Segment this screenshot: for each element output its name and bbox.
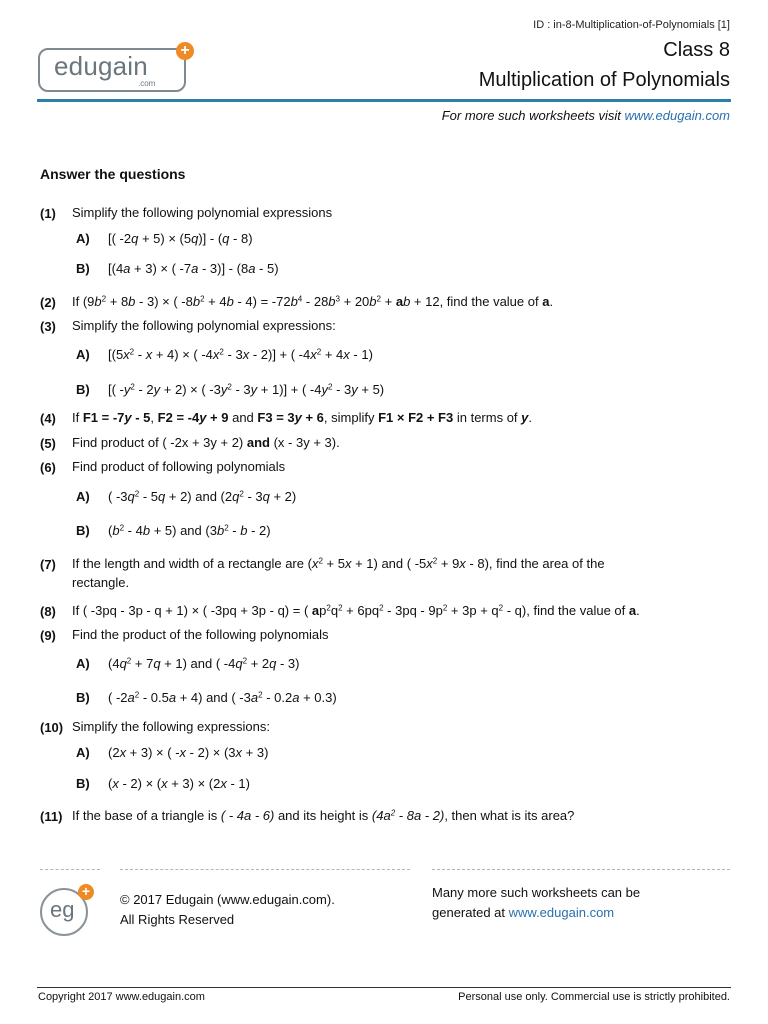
option-expression: [$(5x^2 - x + 4)$ × ( $-4x^2 - 3x - 2$)] + ( $-4x^2 + 4x - 1$) (108, 347, 373, 362)
question-number: (1) (40, 206, 56, 221)
question-number: (6) (40, 460, 56, 475)
option-label: B) (76, 382, 90, 397)
option-label: A) (76, 656, 90, 671)
copyright-line: © 2017 Edugain (www.edugain.com). (120, 892, 335, 907)
edugain-footer-logo (40, 884, 94, 938)
question-text: If ( -3pq - 3p - q + 1) × ( -3pq + 3p - q) = ( $ap^2q^2 + 6pq^2 - 3pq - 9p^2 + 3p + q^2 - q$), find the value of a. (72, 603, 640, 618)
question-text: Simplify the following expressions: (72, 719, 270, 734)
question-number: (7) (40, 557, 56, 572)
option-expression: ( $-3q^2 - 5q + 2$) and $(2q^2 - 3q + 2)$ (108, 489, 297, 504)
logo-eg-text: eg (50, 897, 75, 922)
question-text: If $(9b^2 + 8b - 3)$ × ( $-8b^2 + 4b - 4) = -72b^4 - 28b^3 + 20b^2$ + ab + 12, find the value of a. (72, 294, 554, 309)
more-text-prefix: generated at (432, 905, 509, 920)
question-number: (4) (40, 411, 56, 426)
option-label: A) (76, 231, 90, 246)
question-text: If the base of a triangle is ( - 4a - 6) and its height is $(4a^2 - 8a - 2)$, then what is its area? (72, 808, 575, 823)
more-text: Many more such worksheets can be (432, 885, 641, 900)
page-title: Multiplication of Polynomials (478, 69, 730, 91)
option-label: A) (76, 489, 90, 504)
option-expression: (x - 2) × (x + 3) × (2x - 1) (108, 776, 250, 791)
question-text: Simplify the following polynomial expressions: (72, 318, 336, 333)
question-number: (8) (40, 604, 56, 619)
option-expression: [( -2q + 5) × (5q)] - (q - 8) (108, 231, 253, 246)
rights-line: All Rights Reserved (120, 912, 235, 927)
plus-icon: + (78, 884, 94, 900)
question-number: (3) (40, 319, 56, 334)
footer-divider (40, 869, 100, 870)
option-expression: [(4a + 3) × ( -7a - 3)] - (8a - 5) (108, 261, 279, 276)
option-label: B) (76, 261, 90, 276)
section-heading: Answer the questions (40, 166, 186, 182)
question-number: (2) (40, 295, 56, 310)
header-divider (37, 99, 731, 102)
question-number: (9) (40, 628, 56, 643)
question-number: (11) (40, 809, 63, 824)
option-expression: ( $-2a^2 - 0.5a + 4$) and ( $-3a^2 - 0.2a + 0.3$) (108, 690, 337, 705)
footer-link[interactable]: www.edugain.com (508, 905, 615, 920)
option-expression: $(4q^2 + 7q + 1)$ and ( $-4q^2 + 2q - 3$) (108, 656, 300, 671)
option-label: B) (76, 690, 90, 705)
question-text: Simplify the following polynomial expressions (72, 205, 333, 220)
question-text: Find product of ( -2x + 3y + 2) and (x - 3y + 3). (72, 435, 340, 450)
footer-copyright (120, 890, 335, 930)
tagline-text: For more such worksheets visit (441, 108, 625, 123)
option-expression: (2x + 3) × ( -x - 2) × (3x + 3) (108, 745, 269, 760)
question-text: If the length and width of a rectangle are $(x^2 + 5x + 1)$ and ( $-5x^2 + 9x - 8$), find the area of the rectangle. (72, 556, 605, 590)
option-label: A) (76, 745, 90, 760)
option-label: A) (76, 347, 90, 362)
question-number: (5) (40, 436, 56, 451)
logo-brand-text: edugain (54, 51, 148, 81)
question-text: Find product of following polynomials (72, 459, 286, 474)
plus-icon: + (176, 42, 194, 60)
option-label: B) (76, 776, 90, 791)
option-expression: [( $-y^2 - 2y + 2$) × ( $-3y^2 - 3y + 1$)] + ( $-4y^2 - 3y + 5$) (108, 382, 385, 397)
option-label: B) (76, 523, 90, 538)
document-id: ID : in-8-Multiplication-of-Polynomials [1] (533, 19, 730, 31)
class-title: Class 8 (663, 39, 730, 61)
footer-divider (432, 869, 730, 870)
tagline (442, 108, 730, 123)
question-text: Find the product of the following polynomials (72, 627, 329, 642)
bottom-divider (37, 987, 731, 988)
logo-suffix-text: .com (138, 79, 156, 88)
footer-divider (120, 869, 410, 870)
edugain-logo (38, 42, 194, 94)
option-expression: $(b^2 - 4b + 5)$ and ($3b^2$ - b - 2) (108, 523, 271, 538)
footer-more-worksheets (432, 883, 640, 923)
tagline-link[interactable]: www.edugain.com (624, 108, 730, 123)
question-text: If F1 = -7y - 5, F2 = -4y + 9 and F3 = 3y + 6, simplify F1 × F2 + F3 in terms of y. (72, 410, 533, 425)
usage-notice: Personal use only. Commercial use is strictly prohibited. (458, 991, 730, 1003)
question-number: (10) (40, 720, 64, 735)
bottom-copyright: Copyright 2017 www.edugain.com (38, 991, 205, 1003)
